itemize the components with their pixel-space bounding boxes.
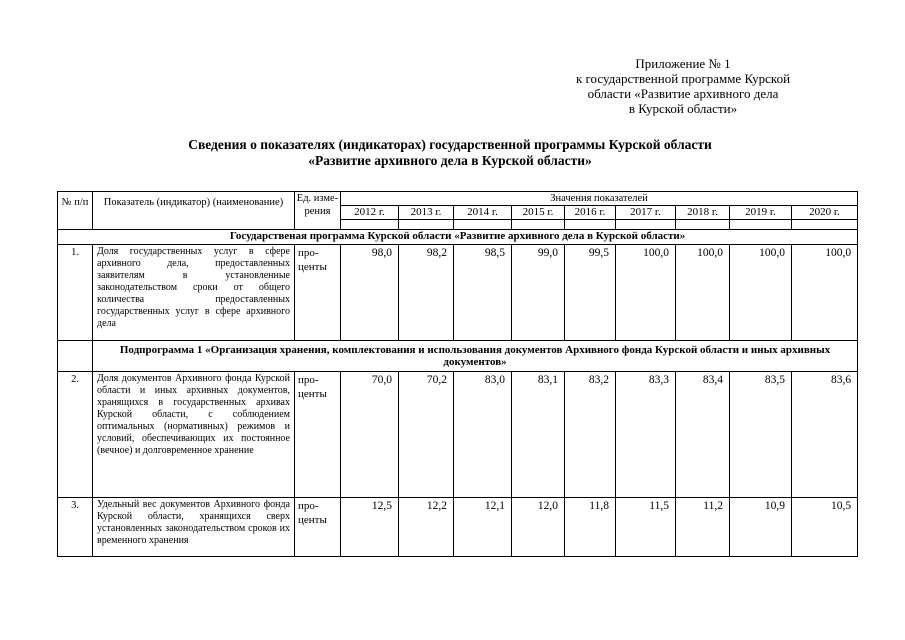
header-year: 2015 г.	[512, 206, 565, 220]
appendix-header	[545, 56, 821, 116]
table-row	[58, 498, 858, 557]
row-unit: про- центы	[295, 245, 341, 341]
header-spacer-cell	[565, 220, 616, 230]
header-spacer-cell	[616, 220, 676, 230]
row-value: 70,0	[341, 372, 399, 498]
header-spacer-cell	[676, 220, 730, 230]
header-year: 2020 г.	[792, 206, 858, 220]
indicators-table	[57, 191, 858, 557]
row-value: 11,2	[676, 498, 730, 557]
row-value: 100,0	[730, 245, 792, 341]
row-num: 3.	[58, 498, 93, 557]
appendix-line-3: области «Развитие архивного дела	[587, 86, 779, 101]
header-spacer-cell	[730, 220, 792, 230]
row-value: 12,0	[512, 498, 565, 557]
header-spacer-cell	[792, 220, 858, 230]
header-row-1	[58, 192, 858, 206]
appendix-line-4: в Курской области»	[628, 101, 738, 116]
row-num: 1.	[58, 245, 93, 341]
header-spacer-cell	[512, 220, 565, 230]
row-value: 12,1	[454, 498, 512, 557]
section-row-1	[58, 230, 858, 245]
row-value: 83,2	[565, 372, 616, 498]
header-values: Значения показателей	[341, 192, 858, 206]
row-value: 83,3	[616, 372, 676, 498]
row-value: 11,5	[616, 498, 676, 557]
header-year: 2014 г.	[454, 206, 512, 220]
header-spacer-cell	[341, 220, 399, 230]
row-value: 98,5	[454, 245, 512, 341]
row-value: 83,5	[730, 372, 792, 498]
row-value: 100,0	[616, 245, 676, 341]
table-row	[58, 245, 858, 341]
row-indicator-name: Доля государственных услуг в сфере архивного дела, предоставленных заявителям в установленные законодательством сроки от общего количества предоставленных государственных услуг в сфере архивного дела	[93, 245, 295, 341]
section-title-subprogram: Подпрограмма 1 «Организация хранения, комплектования и использования документов Архивного фонда Курской области и иных архивных документов»	[93, 341, 858, 372]
row-value: 98,0	[341, 245, 399, 341]
row-indicator-name: Удельный вес документов Архивного фонда Курской области, хранящихся сверх установленных законодательством сроков их временного хранения	[93, 498, 295, 557]
header-year: 2016 г.	[565, 206, 616, 220]
row-value: 83,4	[676, 372, 730, 498]
header-num: № п/п	[58, 192, 93, 230]
row-value: 98,2	[399, 245, 454, 341]
row-value: 83,1	[512, 372, 565, 498]
header-year: 2017 г.	[616, 206, 676, 220]
appendix-line-1: Приложение № 1	[635, 56, 731, 71]
section-row-2	[58, 341, 858, 372]
header-year: 2018 г.	[676, 206, 730, 220]
row-value: 99,5	[565, 245, 616, 341]
document-title-line-2: «Развитие архивного дела в Курской области»	[308, 153, 592, 168]
row-value: 10,9	[730, 498, 792, 557]
document-title-line-1: Сведения о показателях (индикаторах) государственной программы Курской области	[188, 137, 712, 152]
appendix-line-2: к государственной программе Курской	[575, 71, 791, 86]
row-value: 11,8	[565, 498, 616, 557]
table-row	[58, 372, 858, 498]
row-value: 12,5	[341, 498, 399, 557]
row-unit: про- центы	[295, 372, 341, 498]
row-value: 83,0	[454, 372, 512, 498]
header-unit: Ед. изме- рения	[295, 192, 341, 230]
row-value: 10,5	[792, 498, 858, 557]
header-indicator: Показатель (индикатор) (наименование)	[93, 192, 295, 230]
section-title-program: Государственая программа Курской области «Развитие архивного дела в Курской области»	[58, 230, 858, 245]
row-value: 70,2	[399, 372, 454, 498]
section-empty-cell	[58, 341, 93, 372]
row-value: 12,2	[399, 498, 454, 557]
header-year: 2019 г.	[730, 206, 792, 220]
row-value: 83,6	[792, 372, 858, 498]
row-unit: про- центы	[295, 498, 341, 557]
row-num: 2.	[58, 372, 93, 498]
row-indicator-name: Доля документов Архивного фонда Курской области и иных архивных документов, хранящихся в государственных архивах Курской области, с соблюдением оптимальных (нормативных) режимов и условий, обеспечивающих их постоянное (вечное) и долговременное хранение	[93, 372, 295, 498]
header-spacer-cell	[399, 220, 454, 230]
row-value: 100,0	[792, 245, 858, 341]
row-value: 100,0	[676, 245, 730, 341]
document-title	[90, 137, 810, 169]
header-year: 2012 г.	[341, 206, 399, 220]
header-spacer-cell	[454, 220, 512, 230]
header-year: 2013 г.	[399, 206, 454, 220]
row-value: 99,0	[512, 245, 565, 341]
